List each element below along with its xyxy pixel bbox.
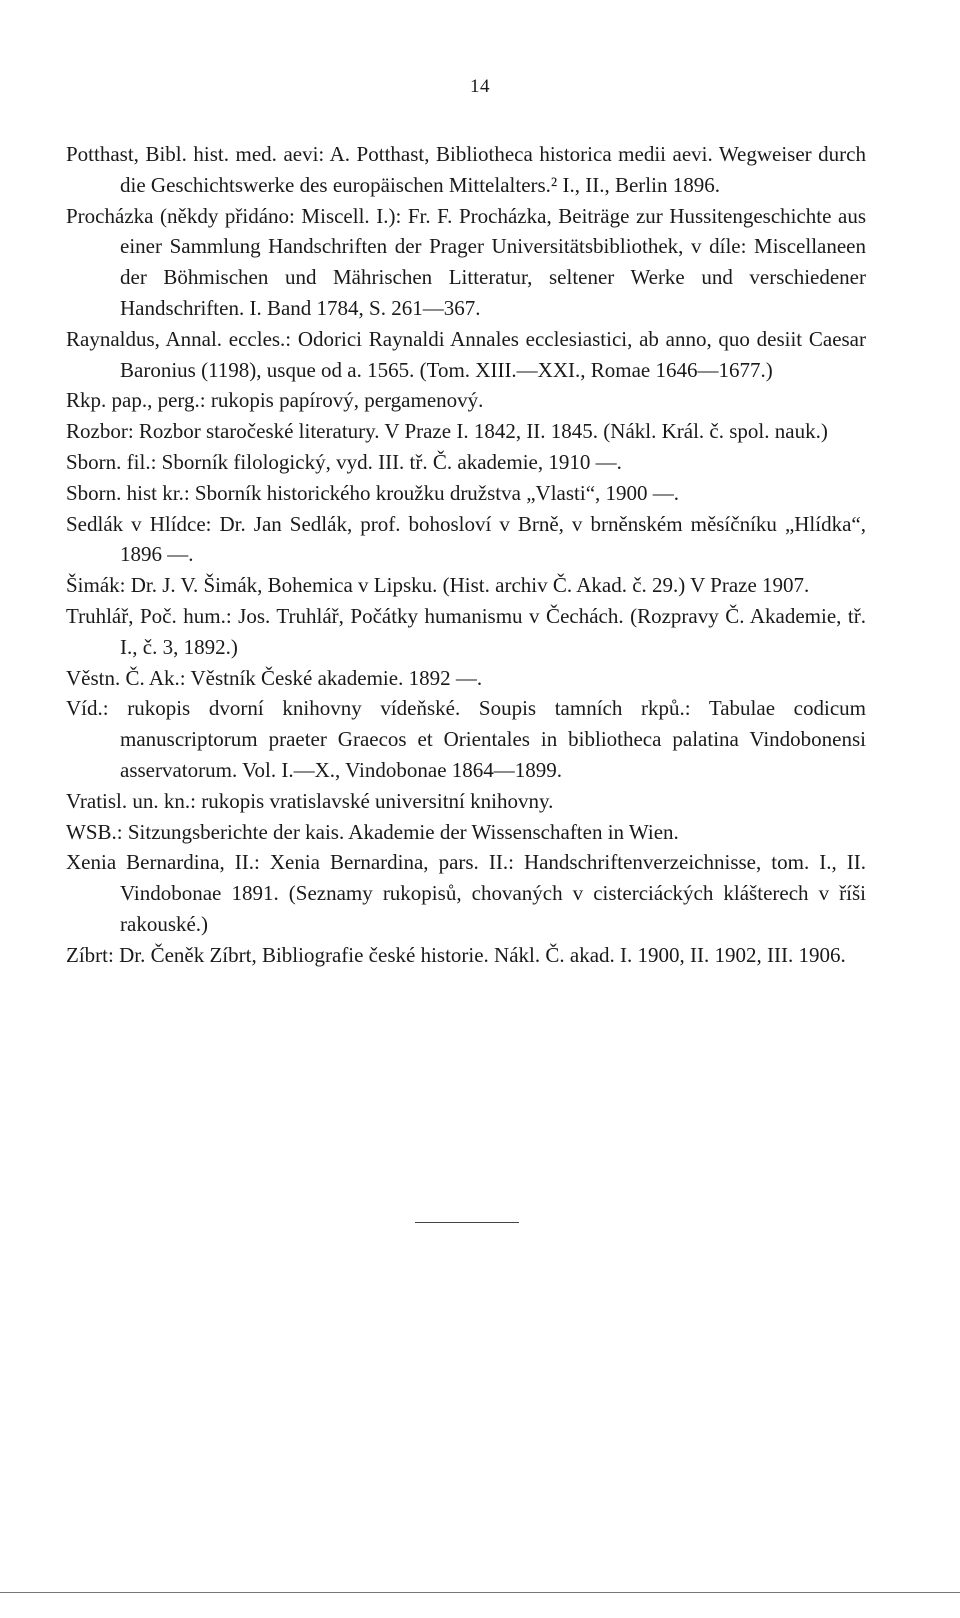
list-item-potthast: Potthast, Bibl. hist. med. aevi: A. Potthast, Bibliotheca historica medii aevi. Wegweiser durch die Geschichtswerke des europäischen Mittelalters.² I., II., Berlin 1896. (66, 142, 866, 197)
list-item-raynaldus: Raynaldus, Annal. eccles.: Odorici Raynaldi Annales ecclesiastici, ab anno, quo desiit Caesar Baronius (1198), usque od a. 1565. (Tom. XIII.—XXI., Romae 1646—1677.) (66, 326, 866, 382)
abbreviation-list (66, 139, 866, 971)
bottom-edge-line (0, 1592, 960, 1593)
list-item-xenia: Xenia Bernardina, II.: Xenia Bernardina, pars. II.: Handschriftenverzeichnisse, tom. I., II. Vindobonae 1891. (Seznamy rukopisů, chovaných v cisterciáckých klášterech v říši rakouské.) (66, 850, 866, 936)
list-item-simak: Šimák: Dr. J. V. Šimák, Bohemica v Lipsku. (Hist. archiv Č. Akad. č. 29.) V Praze 1907. (66, 573, 810, 598)
list-item-rozbor: Rozbor: Rozbor staročeské literatury. V Praze I. 1842, II. 1845. (Nákl. Král. č. spol. nauk.) (66, 419, 828, 444)
list-item-sedlak: Sedlák v Hlídce: Dr. Jan Sedlák, prof. bohosloví v Brně, v brněnském měsíčníku „Hlídka“, 1896 —. (66, 511, 866, 567)
list-item-zibrt: Zíbrt: Dr. Čeněk Zíbrt, Bibliografie české historie. Nákl. Č. akad. I. 1900, II. 1902, III. 1906. (66, 942, 846, 967)
list-item-prochazka: Procházka (někdy přidáno: Miscell. I.): Fr. F. Procházka, Beiträge zur Hussitengeschichte aus einer Sammlung Handschriften der Prager Universitätsbibliothek, v díle: Miscellaneen der Böhmischen und Mährischen Litteratur, seltener Werke und verschiedener Handschriften. I. Band 1784, S. 261—367. (66, 203, 866, 320)
list-item-wsb: WSB.: Sitzungsberichte der kais. Akademie der Wissenschaften in Wien. (66, 819, 679, 844)
end-rule-divider (415, 1222, 519, 1223)
list-item-sborn-fil: Sborn. fil.: Sborník filologický, vyd. III. tř. Č. akademie, 1910 —. (66, 449, 622, 474)
list-item-rkp: Rkp. pap., perg.: rukopis papírový, pergamenový. (66, 388, 484, 413)
page-number: 14 (470, 76, 490, 97)
list-item-sborn-hist: Sborn. hist kr.: Sborník historického kroužku družstva „Vlasti“, 1900 —. (66, 480, 680, 505)
list-item-vestn: Věstn. Č. Ak.: Věstník České akademie. 1892 —. (66, 665, 483, 690)
list-item-vid: Víd.: rukopis dvorní knihovny vídeňské. Soupis tamních rkpů.: Tabulae codicum manuscriptorum praeter Graecos et Orientales in bibliotheca palatina Vindobonensi asservatorum. Vol. I.—X., Vindobonae 1864—1899. (66, 696, 866, 782)
list-item-vratisl: Vratisl. un. kn.: rukopis vratislavské universitní knihovny. (66, 788, 554, 813)
list-item-truhlar: Truhlář, Poč. hum.: Jos. Truhlář, Počátky humanismu v Čechách. (Rozpravy Č. Akademie, tř. I., č. 3, 1892.) (66, 603, 866, 659)
